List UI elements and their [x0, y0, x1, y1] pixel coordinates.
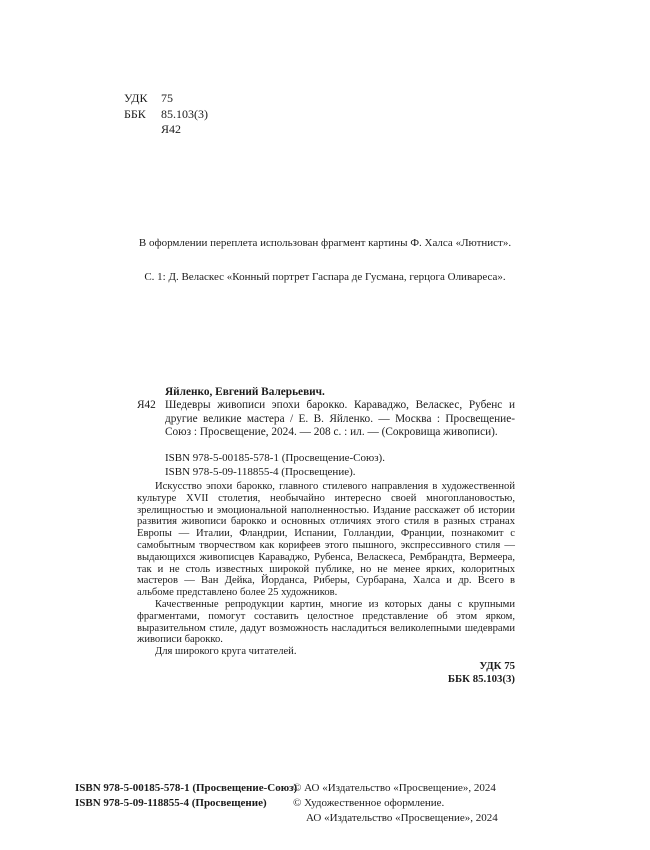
bbk-line	[124, 107, 208, 123]
copyright-line-1: © АО «Издательство «Просвещение», 2024	[293, 782, 496, 794]
footer-isbn-line-2: ISBN 978-5-09-118855-4 (Просвещение)	[75, 797, 267, 809]
isbn-line-1: ISBN 978-5-00185-578-1 (Просвещение-Союз).	[165, 452, 385, 464]
isbn-block	[165, 452, 385, 479]
author-code: Я42	[161, 122, 182, 136]
cover-art-note: В оформлении переплета использован фрагмент картины Ф. Халса «Лютнист».	[138, 237, 512, 249]
catalog-author: Яйленко, Евгений Валерьевич.	[165, 386, 325, 398]
annotation-paragraph-1: Искусство эпохи барокко, главного стилевого направления в художественной культуре XVII столетия, необычайно интересно своей многоплановостью, зрелищностью и эмоциональной наполненностью. Издание расскажет об истории развития живописи барокко и основных отличиях этого стиля в разных странах Европы — Италии, Фландрии, Испании, Голландии, Франции, познакомит с самобытным творчеством как корифеев этого пышного, экспрессивного стиля — выдающихся живописцев Караваджо, Рубенса, Веласкеса, Рембрандта, Вермеера, так и не столь известных широкой публике, но не менее ярких, колоритных мастеров — Ван Дейка, Йорданса, Риберы, Сурбарана, Халса и др. Всего в альбоме представлено более 25 художников.	[137, 481, 515, 599]
bbk-value: 85.103(3)	[161, 106, 208, 121]
copyright-line-3: АО «Издательство «Просвещение», 2024	[306, 812, 498, 824]
footer-isbn-block	[75, 781, 298, 826]
bbk-right-value: ББК 85.103(3)	[447, 673, 515, 686]
footer-isbn-line-1: ISBN 978-5-00185-578-1 (Просвещение-Союз)	[75, 782, 298, 794]
udk-right-value: УДК 75	[479, 659, 515, 672]
udk-label: УДК	[124, 91, 148, 105]
udk-line	[124, 91, 208, 107]
imprint-footer	[75, 781, 590, 826]
footer-copyright-block	[293, 781, 498, 826]
catalog-code: Я42	[137, 399, 156, 412]
copyright-line-2: © Художественное оформление.	[293, 797, 445, 809]
classification-right-block	[137, 660, 515, 687]
annotation-block	[137, 481, 515, 687]
bbk-label: ББК	[124, 106, 146, 121]
catalog-description: Шедевры живописи эпохи барокко. Караваджо, Веласкес, Рубенс и другие великие мастера / Е. В. Яйленко. — Москва : Просвещение-Союз : Просвещение, 2024. — 208 с. : ил. — (Сокровища живописи).	[165, 399, 515, 439]
classification-block	[124, 91, 208, 138]
audience-note: Для широкого круга читателей.	[155, 646, 297, 658]
frontispiece-note: С. 1: Д. Веласкес «Конный портрет Гаспара де Гусмана, герцога Оливареса».	[144, 271, 506, 283]
udk-value: 75	[161, 91, 173, 105]
catalog-entry	[137, 386, 515, 440]
annotation-paragraph-2: Качественные репродукции картин, многие из которых даны с крупными фрагментами, помогут составить целостное представление об этом ярком, выразительном стиле, дадут возможность насладиться великолепными шедеврами живописи барокко.	[137, 598, 515, 646]
isbn-line-2: ISBN 978-5-09-118855-4 (Просвещение).	[165, 465, 356, 478]
